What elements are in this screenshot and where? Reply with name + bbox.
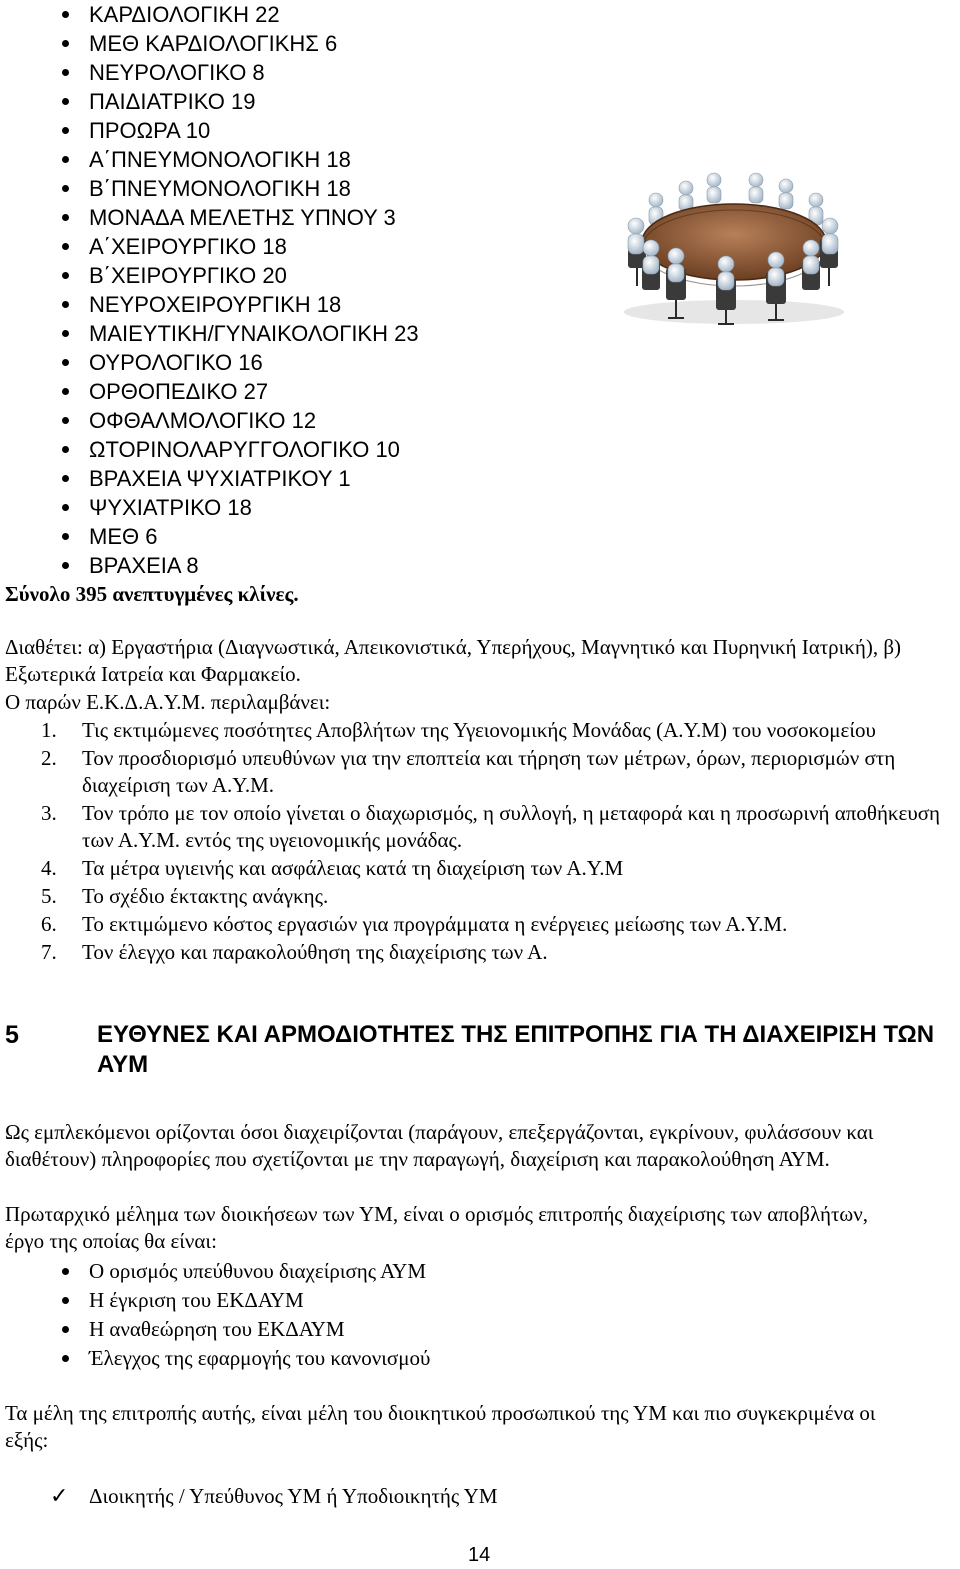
ward-item: ΜΑΙΕΥΤΙΚΗ/ΓΥΝΑΙΚΟΛΟΓΙΚΗ 23 <box>0 319 419 348</box>
section-number: 5 <box>5 1021 19 1049</box>
ward-item: Β΄ΧΕΙΡΟΥΡΓΙΚΟ 20 <box>0 261 419 290</box>
ward-item: ΝΕΥΡΟΧΕΙΡΟΥΡΓΙΚΗ 18 <box>0 290 419 319</box>
item-number: 1. <box>41 718 57 742</box>
list-item <box>0 855 950 882</box>
ward-item: ΟΦΘΑΛΜΟΛΟΓΙΚΟ 12 <box>0 406 419 435</box>
item-number: 3. <box>41 801 57 825</box>
section-title: ΕΥΘΥΝΕΣ ΚΑΙ ΑΡΜΟΔΙΟΤΗΤΕΣ ΤΗΣ ΕΠΙΤΡΟΠΗΣ ΓΙΑ ΤΗ ΔΙΑΧΕΙΡΙΣΗ ΤΩΝ ΑΥΜ <box>97 1021 935 1078</box>
committee-duties-list <box>0 1257 430 1373</box>
ward-item: ΠΑΙΔΙΑΤΡΙΚΟ 19 <box>0 87 419 116</box>
item-text: Το εκτιμώμενο κόστος εργασιών για προγράμματα η ενέργειες μείωσης των Α.Υ.Μ. <box>82 912 788 936</box>
ward-item: Α΄ΧΕΙΡΟΥΡΓΙΚΟ 18 <box>0 232 419 261</box>
item-text: Τον έλεγχο και παρακολούθηση της διαχείρισης των Α. <box>82 940 548 964</box>
ward-item: ΒΡΑΧΕΙΑ 8 <box>0 551 419 580</box>
ward-item: Β΄ΠΝΕΥΜΟΝΟΛΟΓΙΚΗ 18 <box>0 174 419 203</box>
list-item: Έλεγχος της εφαρμογής του κανονισμού <box>0 1344 430 1373</box>
ward-item: ΜΟΝΑΔΑ ΜΕΛΕΤΗΣ ΥΠΝΟΥ 3 <box>0 203 419 232</box>
item-text: Τις εκτιμώμενες ποσότητες Αποβλήτων της Υγειονομικής Μονάδας (Α.Υ.Μ) του νοσοκομείου <box>82 718 876 742</box>
ward-item: ΠΡΟΩΡΑ 10 <box>0 116 419 145</box>
list-item <box>0 883 950 910</box>
ward-item: ΟΡΘΟΠΕΔΙΚΟ 27 <box>0 377 419 406</box>
list-item <box>0 745 950 799</box>
ward-list <box>0 0 419 580</box>
includes-intro: Ο παρών Ε.Κ.Δ.Α.Υ.Μ. περιλαμβάνει: <box>5 690 331 714</box>
members-list <box>0 1481 498 1511</box>
ward-item: ΜΕΘ 6 <box>0 522 419 551</box>
item-number: 2. <box>41 746 57 770</box>
meeting-table-illustration <box>606 160 862 330</box>
ward-item: Α΄ΠΝΕΥΜΟΝΟΛΟΓΙΚΗ 18 <box>0 145 419 174</box>
item-text: Τα μέτρα υγιεινής και ασφάλειας κατά τη διαχείριση των Α.Υ.Μ <box>82 856 624 880</box>
list-item <box>0 911 950 938</box>
item-number: 5. <box>41 884 57 908</box>
list-item <box>0 939 950 966</box>
member-text: Διοικητής / Υπεύθυνος ΥΜ ή Υποδιοικητής ΥΜ <box>89 1484 498 1508</box>
item-text: Τον τρόπο με τον οποίο γίνεται ο διαχωρισμός, η συλλογή, η μεταφορά και η προσωρινή αποθήκευση των Α.Υ.Μ. εντός της υγειονομικής μονάδας. <box>82 801 941 852</box>
item-text: Το σχέδιο έκτακτης ανάγκης. <box>82 884 329 908</box>
facilities-paragraph: Διαθέτει: α) Εργαστήρια (Διαγνωστικά, Απεικονιστικά, Υπερήχους, Μαγνητικό και Πυρηνική Ιατρική), β) Εξωτερικά Ιατρεία και Φαρμακείο. <box>5 635 902 686</box>
involved-paragraph: Ως εμπλεκόμενοι ορίζονται όσοι διαχειρίζονται (παράγουν, επεξεργάζονται, εγκρίνουν, φυλάσσουν και διαθέτουν) πληροφορίες που σχετίζονται με την παραγωγή, διαχείριση και παρακολούθηση ΑΥΜ. <box>5 1120 874 1171</box>
ward-item: ΜΕΘ ΚΑΡΔΙΟΛΟΓΙΚΗΣ 6 <box>0 29 419 58</box>
ward-item: ΟΥΡΟΛΟΓΙΚΟ 16 <box>0 348 419 377</box>
list-item: Η αναθεώρηση του ΕΚΔΑΥΜ <box>0 1315 430 1344</box>
page-number: 14 <box>468 1544 491 1566</box>
includes-list <box>0 717 950 967</box>
item-number: 7. <box>41 940 57 964</box>
list-item: Ο ορισμός υπεύθυνου διαχείρισης ΑΥΜ <box>0 1257 430 1286</box>
item-text: Τον προσδιορισμό υπευθύνων για την εποπτεία και τήρηση των μέτρων, όρων, περιορισμών στη διαχείριση των Α.Υ.Μ. <box>82 746 896 797</box>
list-item <box>0 1481 498 1511</box>
checkmark-icon: ✓ <box>50 1483 69 1508</box>
list-item <box>0 800 950 854</box>
ward-item: ΒΡΑΧΕΙΑ ΨΥΧΙΑΤΡΙΚΟΥ 1 <box>0 464 419 493</box>
list-item <box>0 717 950 744</box>
list-item: Η έγκριση του ΕΚΔΑΥΜ <box>0 1286 430 1315</box>
ward-item: ΝΕΥΡΟΛΟΓΙΚΟ 8 <box>0 58 419 87</box>
item-number: 4. <box>41 856 57 880</box>
primary-concern-paragraph: Πρωταρχικό μέλημα των διοικήσεων των ΥΜ, είναι ο ορισμός επιτροπής διαχείρισης των αποβλήτων, έργο της οποίας θα είναι: <box>5 1202 868 1253</box>
ward-item: ΨΥΧΙΑΤΡΙΚΟ 18 <box>0 493 419 522</box>
item-number: 6. <box>41 912 57 936</box>
ward-item: ΚΑΡΔΙΟΛΟΓΙΚΗ 22 <box>0 0 419 29</box>
members-intro: Τα μέλη της επιτροπής αυτής, είναι μέλη του διοικητικού προσωπικού της ΥΜ και πιο συγκεκριμένα οι εξής: <box>5 1401 876 1452</box>
total-beds: Σύνολο 395 ανεπτυγμένες κλίνες. <box>5 582 299 606</box>
ward-item: ΩΤΟΡΙΝΟΛΑΡΥΓΓΟΛΟΓΙΚΟ 10 <box>0 435 419 464</box>
